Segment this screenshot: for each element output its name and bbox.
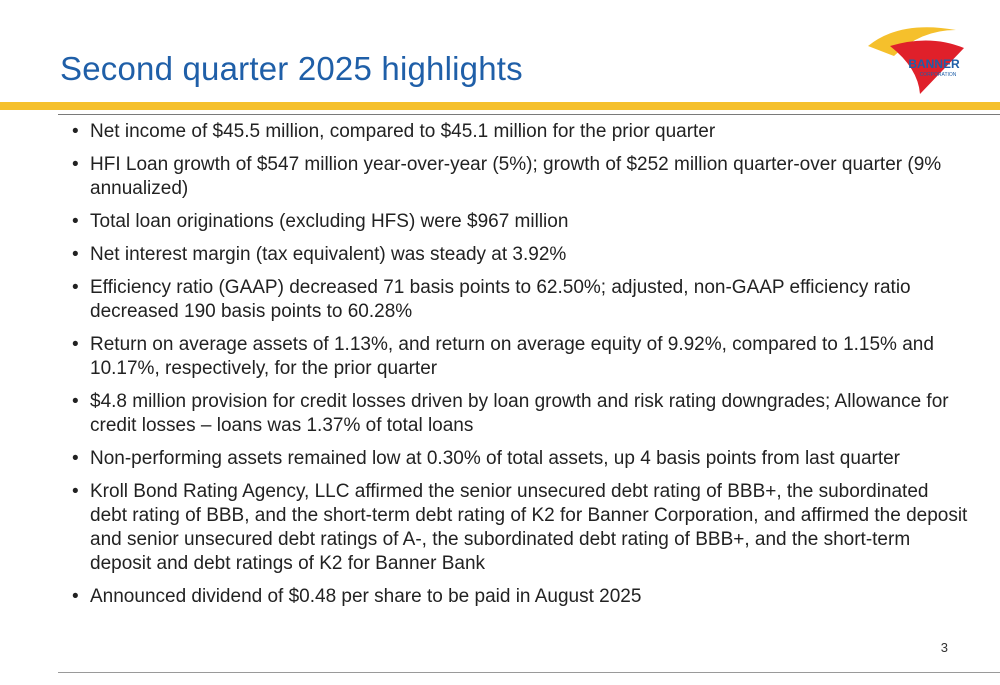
- logo-subtitle: CORPORATION: [919, 72, 957, 78]
- list-item-text: Kroll Bond Rating Agency, LLC affirmed the senior unsecured debt rating of BBB+, the subordinated debt rating of BBB, and the short-term debt rating of K2 for Banner Corporation, and affirmed the deposit and senior unsecured debt ratings of A-, the subordinated debt rating of BBB+, and the short-term deposit and debt ratings of K2 for Banner Bank: [90, 481, 968, 574]
- list-item-text: Total loan originations (excluding HFS) were $967 million: [90, 211, 569, 232]
- list-item: [70, 333, 970, 381]
- bullet-icon: •: [72, 481, 79, 502]
- list-item-text: Non-performing assets remained low at 0.30% of total assets, up 4 basis points from last quarter: [90, 448, 901, 469]
- footer-divider: [58, 672, 1000, 673]
- highlights-list: [70, 120, 970, 618]
- list-item: [70, 210, 970, 234]
- bullet-icon: •: [72, 244, 79, 265]
- list-item: [70, 120, 970, 144]
- list-item: [70, 585, 970, 609]
- list-item: [70, 447, 970, 471]
- list-item-text: Net income of $45.5 million, compared to $45.1 million for the prior quarter: [90, 121, 716, 142]
- bullet-icon: •: [72, 391, 79, 412]
- list-item-text: HFI Loan growth of $547 million year-over-year (5%); growth of $252 million quarter-over quarter (9% annualized): [90, 154, 942, 199]
- list-item: [70, 480, 970, 576]
- bullet-icon: •: [72, 211, 79, 232]
- list-item-text: Efficiency ratio (GAAP) decreased 71 basis points to 62.50%; adjusted, non-GAAP efficiency ratio decreased 190 basis points to 60.28%: [90, 277, 911, 322]
- title-divider: [58, 114, 1000, 115]
- bullet-icon: •: [72, 121, 79, 142]
- bullet-icon: •: [72, 154, 79, 175]
- banner-logo: [860, 16, 972, 100]
- bullet-icon: •: [72, 448, 79, 469]
- list-item-text: Return on average assets of 1.13%, and return on average equity of 9.92%, compared to 1.15% and 10.17%, respectively, for the prior quarter: [90, 334, 934, 379]
- page-number: 3: [940, 640, 948, 655]
- logo-wordmark: BANNER: [908, 57, 960, 71]
- bullet-icon: •: [72, 277, 79, 298]
- list-item: [70, 153, 970, 201]
- bullet-icon: •: [72, 334, 79, 355]
- list-item: [70, 243, 970, 267]
- slide-title: Second quarter 2025 highlights: [60, 50, 523, 87]
- list-item: [70, 276, 970, 324]
- list-item-text: Net interest margin (tax equivalent) was steady at 3.92%: [90, 244, 567, 265]
- list-item-text: $4.8 million provision for credit losses driven by loan growth and risk rating downgrades; Allowance for credit losses – loans was 1.37% of total loans: [90, 391, 949, 436]
- bullet-icon: •: [72, 586, 79, 607]
- title-accent-bar: [0, 102, 1000, 110]
- list-item-text: Announced dividend of $0.48 per share to be paid in August 2025: [90, 586, 642, 607]
- list-item: [70, 390, 970, 438]
